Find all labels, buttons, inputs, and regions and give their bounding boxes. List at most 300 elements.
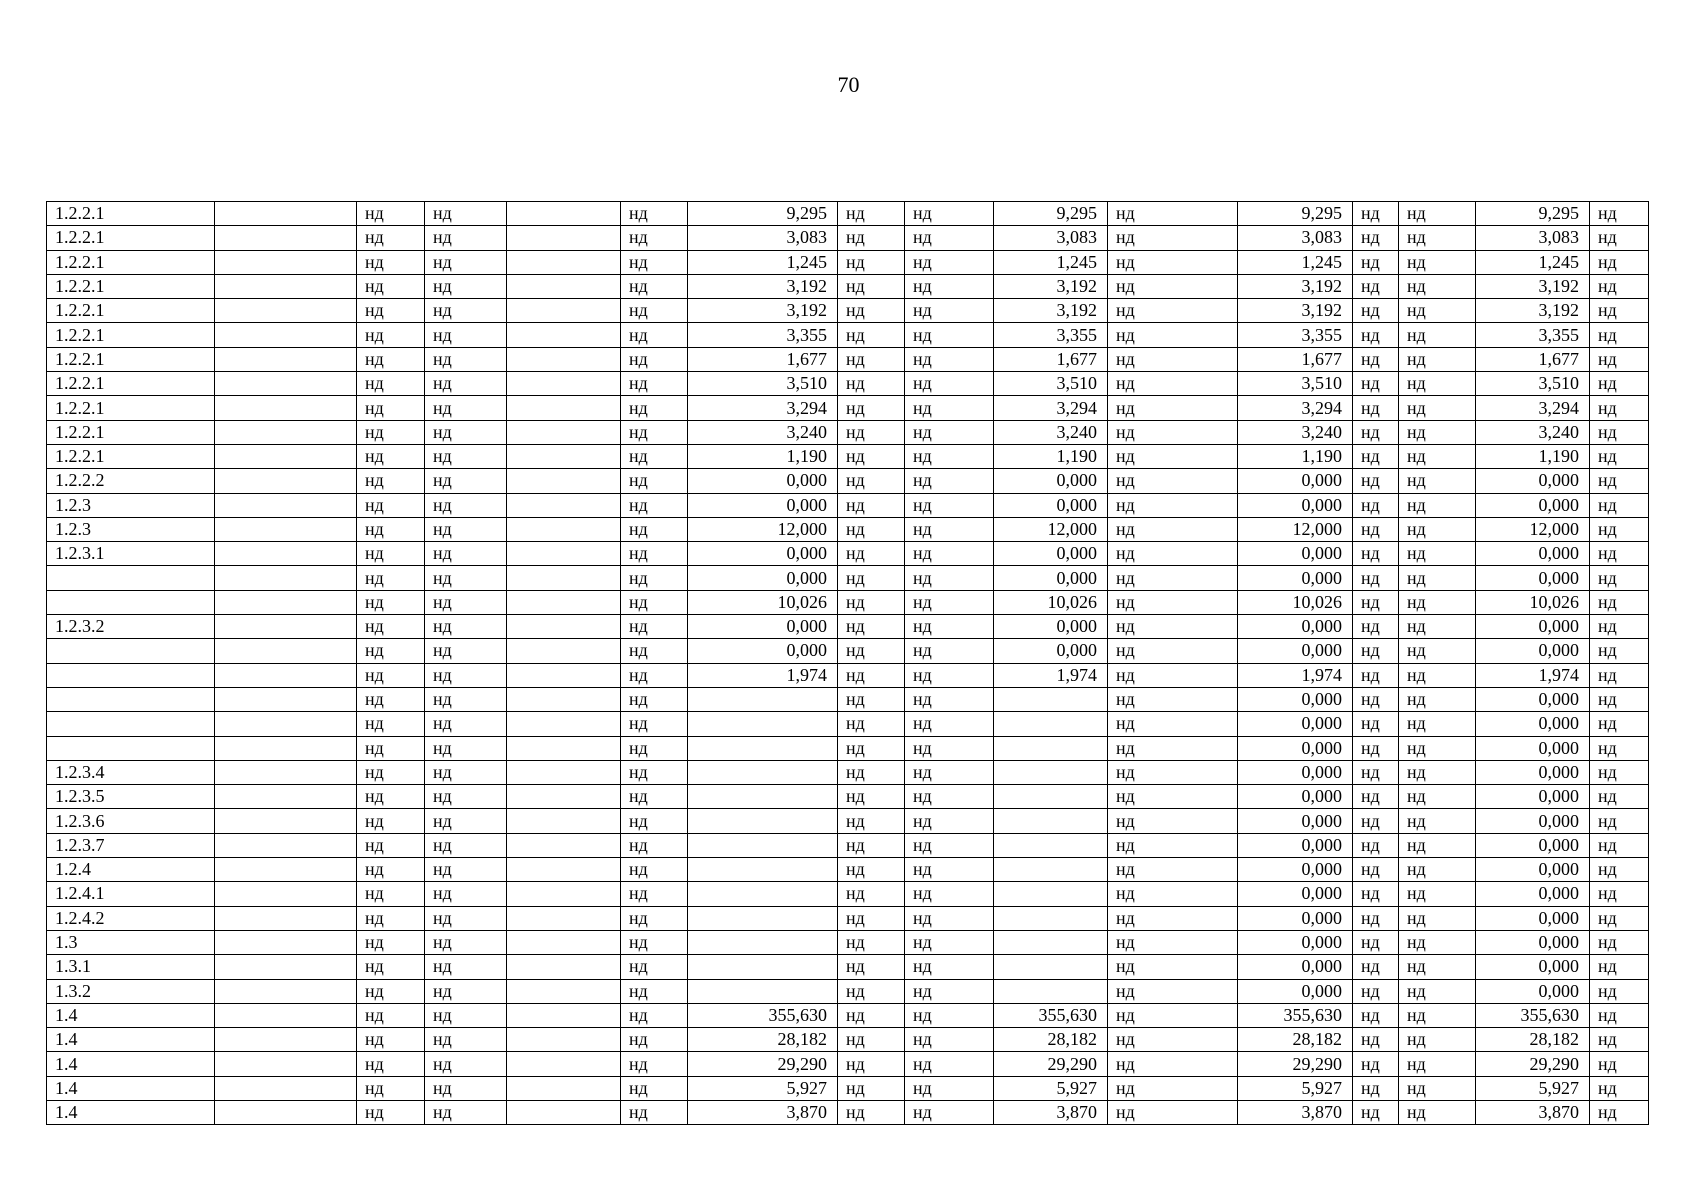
table-cell: нд	[1590, 299, 1649, 323]
table-cell: нд	[1108, 760, 1238, 784]
table-cell: нд	[357, 250, 425, 274]
table-cell	[215, 979, 357, 1003]
value-cell: 9,295	[994, 202, 1108, 226]
table-cell: нд	[1399, 712, 1476, 736]
table-cell: нд	[1590, 979, 1649, 1003]
table-cell: нд	[621, 372, 688, 396]
value-cell: 9,295	[688, 202, 838, 226]
table-cell	[215, 906, 357, 930]
table-cell: нд	[357, 858, 425, 882]
table-cell: нд	[1399, 396, 1476, 420]
table-cell	[507, 639, 621, 663]
value-cell: 0,000	[1476, 566, 1590, 590]
table-cell: нд	[357, 566, 425, 590]
table-cell: нд	[905, 809, 994, 833]
table-cell: нд	[425, 736, 507, 760]
value-cell: 3,192	[1476, 274, 1590, 298]
table-cell	[215, 202, 357, 226]
table-cell	[507, 444, 621, 468]
table-cell: нд	[621, 226, 688, 250]
table-cell: нд	[1590, 615, 1649, 639]
table-cell	[215, 274, 357, 298]
value-cell: 0,000	[1238, 639, 1353, 663]
value-cell: 1,190	[1476, 444, 1590, 468]
table-cell: нд	[1108, 420, 1238, 444]
table-cell: нд	[357, 1052, 425, 1076]
table-cell: нд	[838, 979, 905, 1003]
value-cell: 1,974	[688, 663, 838, 687]
table-cell: нд	[1399, 1052, 1476, 1076]
value-cell	[688, 712, 838, 736]
table-cell: нд	[1590, 250, 1649, 274]
table-cell: нд	[1108, 1100, 1238, 1124]
table-cell: нд	[621, 590, 688, 614]
value-cell: 0,000	[1476, 736, 1590, 760]
value-cell: 3,240	[688, 420, 838, 444]
table-cell: нд	[1353, 858, 1399, 882]
table-cell: нд	[425, 882, 507, 906]
table-cell: нд	[1108, 1052, 1238, 1076]
table-cell: нд	[357, 542, 425, 566]
value-cell: 5,927	[994, 1076, 1108, 1100]
table-cell: нд	[357, 760, 425, 784]
table-cell: нд	[905, 444, 994, 468]
row-code-cell: 1.2.2.1	[47, 323, 215, 347]
value-cell	[994, 979, 1108, 1003]
table-cell: нд	[1353, 955, 1399, 979]
table-cell	[215, 444, 357, 468]
value-cell: 0,000	[688, 493, 838, 517]
value-cell: 3,294	[1238, 396, 1353, 420]
table-cell	[507, 323, 621, 347]
table-cell: нд	[1399, 566, 1476, 590]
table-cell: нд	[425, 1052, 507, 1076]
value-cell: 0,000	[994, 469, 1108, 493]
table-cell: нд	[621, 299, 688, 323]
table-cell: нд	[838, 1052, 905, 1076]
table-cell: нд	[905, 347, 994, 371]
table-row	[47, 1052, 1649, 1076]
table-cell: нд	[838, 347, 905, 371]
table-cell: нд	[1399, 1028, 1476, 1052]
value-cell: 3,192	[994, 299, 1108, 323]
table-cell	[215, 712, 357, 736]
table-cell: нд	[425, 566, 507, 590]
table-cell: нд	[1590, 590, 1649, 614]
value-cell: 3,870	[1238, 1100, 1353, 1124]
value-cell: 3,083	[994, 226, 1108, 250]
table-cell: нд	[1590, 687, 1649, 711]
table-cell: нд	[1353, 1076, 1399, 1100]
table-cell: нд	[1353, 1100, 1399, 1124]
table-cell: нд	[1590, 542, 1649, 566]
table-cell: нд	[1590, 639, 1649, 663]
table-cell: нд	[905, 882, 994, 906]
table-cell	[507, 202, 621, 226]
value-cell	[688, 760, 838, 784]
table-cell: нд	[1353, 274, 1399, 298]
value-cell: 3,294	[994, 396, 1108, 420]
table-cell: нд	[1353, 517, 1399, 541]
row-code-cell: 1.2.4.2	[47, 906, 215, 930]
table-cell: нд	[1590, 396, 1649, 420]
table-cell: нд	[905, 517, 994, 541]
table-cell	[215, 785, 357, 809]
table-cell: нд	[425, 274, 507, 298]
value-cell: 12,000	[1238, 517, 1353, 541]
table-cell: нд	[621, 566, 688, 590]
value-cell: 29,290	[994, 1052, 1108, 1076]
table-row	[47, 299, 1649, 323]
table-cell: нд	[425, 347, 507, 371]
table-cell: нд	[357, 590, 425, 614]
table-cell: нд	[1399, 444, 1476, 468]
table-cell	[215, 517, 357, 541]
row-code-cell	[47, 663, 215, 687]
table-cell: нд	[425, 712, 507, 736]
value-cell: 3,083	[1476, 226, 1590, 250]
table-cell: нд	[357, 420, 425, 444]
value-cell: 0,000	[1476, 930, 1590, 954]
table-cell: нд	[1108, 1076, 1238, 1100]
table-row	[47, 372, 1649, 396]
table-cell: нд	[1353, 444, 1399, 468]
table-cell: нд	[1353, 250, 1399, 274]
value-cell: 1,190	[1238, 444, 1353, 468]
table-cell: нд	[905, 785, 994, 809]
table-cell: нд	[621, 687, 688, 711]
table-row	[47, 493, 1649, 517]
table-cell: нд	[425, 469, 507, 493]
table-cell: нд	[357, 639, 425, 663]
value-cell: 3,510	[994, 372, 1108, 396]
value-cell: 0,000	[1238, 493, 1353, 517]
value-cell: 1,245	[1476, 250, 1590, 274]
table-cell	[507, 493, 621, 517]
row-code-cell: 1.2.3	[47, 517, 215, 541]
table-cell	[507, 1028, 621, 1052]
row-code-cell: 1.2.2.1	[47, 250, 215, 274]
table-cell: нд	[357, 372, 425, 396]
table-cell	[507, 396, 621, 420]
table-cell	[507, 566, 621, 590]
table-cell: нд	[1108, 590, 1238, 614]
row-code-cell: 1.2.3.6	[47, 809, 215, 833]
table-cell	[507, 347, 621, 371]
table-cell: нд	[1353, 542, 1399, 566]
value-cell: 3,510	[688, 372, 838, 396]
table-cell: нд	[1353, 639, 1399, 663]
table-cell: нд	[1108, 736, 1238, 760]
value-cell: 0,000	[1238, 858, 1353, 882]
table-cell: нд	[905, 1052, 994, 1076]
table-row	[47, 323, 1649, 347]
table-cell: нд	[357, 202, 425, 226]
table-cell: нд	[905, 639, 994, 663]
table-cell: нд	[621, 1100, 688, 1124]
value-cell: 0,000	[1476, 469, 1590, 493]
table-cell: нд	[1399, 930, 1476, 954]
table-cell: нд	[1399, 250, 1476, 274]
table-cell: нд	[905, 955, 994, 979]
table-cell: нд	[1399, 542, 1476, 566]
table-row	[47, 930, 1649, 954]
table-cell: нд	[1108, 299, 1238, 323]
table-cell: нд	[838, 444, 905, 468]
value-cell: 1,245	[994, 250, 1108, 274]
value-cell: 1,974	[994, 663, 1108, 687]
value-cell	[994, 687, 1108, 711]
value-cell: 0,000	[1238, 566, 1353, 590]
table-cell	[215, 299, 357, 323]
table-cell: нд	[425, 542, 507, 566]
table-cell	[507, 663, 621, 687]
row-code-cell: 1.2.3.4	[47, 760, 215, 784]
value-cell	[994, 906, 1108, 930]
table-cell: нд	[357, 979, 425, 1003]
table-row	[47, 566, 1649, 590]
table-cell: нд	[425, 517, 507, 541]
table-cell: нд	[621, 615, 688, 639]
table-cell: нд	[838, 736, 905, 760]
value-cell: 29,290	[1238, 1052, 1353, 1076]
table-cell: нд	[1399, 736, 1476, 760]
value-cell: 3,355	[1238, 323, 1353, 347]
value-cell: 0,000	[1476, 615, 1590, 639]
value-cell: 0,000	[1238, 882, 1353, 906]
table-row	[47, 1028, 1649, 1052]
table-cell: нд	[1108, 615, 1238, 639]
value-cell: 3,870	[994, 1100, 1108, 1124]
table-cell: нд	[621, 833, 688, 857]
table-cell: нд	[1108, 226, 1238, 250]
table-cell: нд	[1590, 930, 1649, 954]
value-cell: 3,240	[1476, 420, 1590, 444]
value-cell: 12,000	[994, 517, 1108, 541]
value-cell: 0,000	[1238, 736, 1353, 760]
table-cell: нд	[425, 1076, 507, 1100]
table-row	[47, 858, 1649, 882]
table-cell	[215, 1052, 357, 1076]
table-cell: нд	[905, 590, 994, 614]
table-row	[47, 639, 1649, 663]
value-cell	[994, 712, 1108, 736]
table-cell: нд	[1108, 1003, 1238, 1027]
value-cell: 28,182	[1476, 1028, 1590, 1052]
table-body	[47, 202, 1649, 1125]
value-cell: 1,974	[1238, 663, 1353, 687]
table-cell: нд	[1590, 493, 1649, 517]
table-cell	[507, 542, 621, 566]
row-code-cell: 1.2.2.1	[47, 444, 215, 468]
table-cell: нд	[1353, 760, 1399, 784]
table-cell: нд	[905, 615, 994, 639]
table-cell: нд	[1399, 202, 1476, 226]
value-cell: 1,677	[994, 347, 1108, 371]
table-cell: нд	[1108, 663, 1238, 687]
row-code-cell: 1.3.1	[47, 955, 215, 979]
table-row	[47, 347, 1649, 371]
table-cell: нд	[621, 663, 688, 687]
table-cell	[215, 833, 357, 857]
table-cell: нд	[838, 882, 905, 906]
table-cell: нд	[425, 396, 507, 420]
table-cell	[507, 833, 621, 857]
table-row	[47, 663, 1649, 687]
table-cell: нд	[1399, 226, 1476, 250]
table-cell: нд	[1590, 663, 1649, 687]
table-cell: нд	[838, 955, 905, 979]
value-cell: 0,000	[1476, 493, 1590, 517]
table-cell	[215, 615, 357, 639]
table-cell: нд	[1108, 712, 1238, 736]
table-cell: нд	[838, 250, 905, 274]
table-cell: нд	[838, 274, 905, 298]
table-cell	[507, 906, 621, 930]
table-cell: нд	[905, 687, 994, 711]
table-cell: нд	[1353, 882, 1399, 906]
table-cell: нд	[1399, 590, 1476, 614]
table-cell: нд	[1590, 736, 1649, 760]
value-cell: 3,294	[688, 396, 838, 420]
table-cell	[215, 250, 357, 274]
value-cell: 355,630	[994, 1003, 1108, 1027]
table-row	[47, 444, 1649, 468]
value-cell: 0,000	[1238, 760, 1353, 784]
table-cell: нд	[838, 760, 905, 784]
table-cell: нд	[905, 566, 994, 590]
table-cell: нд	[425, 1003, 507, 1027]
table-cell	[215, 372, 357, 396]
table-cell: нд	[838, 542, 905, 566]
table-row	[47, 906, 1649, 930]
table-cell	[215, 1100, 357, 1124]
table-cell: нд	[905, 250, 994, 274]
table-row	[47, 955, 1649, 979]
table-cell	[215, 687, 357, 711]
table-cell: нд	[1108, 469, 1238, 493]
value-cell: 29,290	[688, 1052, 838, 1076]
table-cell: нд	[1399, 517, 1476, 541]
table-cell: нд	[425, 809, 507, 833]
table-cell	[215, 420, 357, 444]
table-cell: нд	[1108, 517, 1238, 541]
row-code-cell: 1.2.2.1	[47, 202, 215, 226]
table-row	[47, 833, 1649, 857]
table-cell: нд	[905, 1076, 994, 1100]
table-cell: нд	[621, 760, 688, 784]
row-code-cell	[47, 736, 215, 760]
value-cell	[688, 979, 838, 1003]
table-cell: нд	[621, 323, 688, 347]
table-cell: нд	[621, 493, 688, 517]
value-cell: 0,000	[1476, 809, 1590, 833]
value-cell	[994, 955, 1108, 979]
table-row	[47, 396, 1649, 420]
table-cell: нд	[1108, 250, 1238, 274]
table-cell: нд	[621, 420, 688, 444]
row-code-cell: 1.4	[47, 1052, 215, 1076]
table-cell: нд	[621, 542, 688, 566]
table-cell	[507, 517, 621, 541]
value-cell: 3,240	[994, 420, 1108, 444]
row-code-cell: 1.2.2.1	[47, 420, 215, 444]
table-cell: нд	[1399, 906, 1476, 930]
table-cell: нд	[621, 955, 688, 979]
table-cell: нд	[621, 736, 688, 760]
table-cell: нд	[357, 955, 425, 979]
value-cell: 0,000	[994, 639, 1108, 663]
table-cell	[507, 809, 621, 833]
table-row	[47, 226, 1649, 250]
table-cell	[215, 955, 357, 979]
table-cell: нд	[425, 590, 507, 614]
table-cell	[507, 299, 621, 323]
table-cell: нд	[1590, 226, 1649, 250]
value-cell: 0,000	[994, 542, 1108, 566]
table-cell	[507, 930, 621, 954]
table-cell: нд	[1108, 833, 1238, 857]
row-code-cell: 1.2.3.2	[47, 615, 215, 639]
table-cell: нд	[905, 1100, 994, 1124]
table-cell: нд	[357, 274, 425, 298]
row-code-cell: 1.2.2.2	[47, 469, 215, 493]
table-cell: нд	[1108, 396, 1238, 420]
table-cell: нд	[905, 542, 994, 566]
value-cell	[688, 858, 838, 882]
table-cell	[507, 274, 621, 298]
table-cell: нд	[838, 517, 905, 541]
table-row	[47, 979, 1649, 1003]
value-cell: 1,190	[688, 444, 838, 468]
table-cell: нд	[1353, 347, 1399, 371]
value-cell: 0,000	[1476, 833, 1590, 857]
value-cell: 0,000	[1476, 979, 1590, 1003]
row-code-cell	[47, 712, 215, 736]
table-cell: нд	[621, 250, 688, 274]
table-cell: нд	[1399, 639, 1476, 663]
table-cell: нд	[425, 1028, 507, 1052]
row-code-cell: 1.2.2.1	[47, 347, 215, 371]
row-code-cell	[47, 566, 215, 590]
table-cell	[215, 882, 357, 906]
value-cell: 0,000	[1238, 930, 1353, 954]
table-cell: нд	[1108, 372, 1238, 396]
value-cell: 3,192	[688, 274, 838, 298]
table-cell: нд	[425, 760, 507, 784]
table-cell: нд	[1353, 785, 1399, 809]
value-cell: 0,000	[688, 639, 838, 663]
table-cell	[215, 1076, 357, 1100]
value-cell: 1,974	[1476, 663, 1590, 687]
table-cell: нд	[1108, 858, 1238, 882]
table-row	[47, 760, 1649, 784]
value-cell: 0,000	[1238, 955, 1353, 979]
row-code-cell: 1.2.4	[47, 858, 215, 882]
value-cell: 0,000	[688, 469, 838, 493]
table-cell: нд	[1590, 858, 1649, 882]
table-cell	[507, 712, 621, 736]
table-cell: нд	[425, 250, 507, 274]
value-cell: 9,295	[1238, 202, 1353, 226]
table-cell: нд	[1590, 444, 1649, 468]
table-cell	[507, 979, 621, 1003]
table-cell: нд	[905, 372, 994, 396]
table-cell: нд	[425, 687, 507, 711]
table-cell: нд	[838, 639, 905, 663]
table-cell: нд	[1108, 687, 1238, 711]
table-cell: нд	[1590, 1028, 1649, 1052]
